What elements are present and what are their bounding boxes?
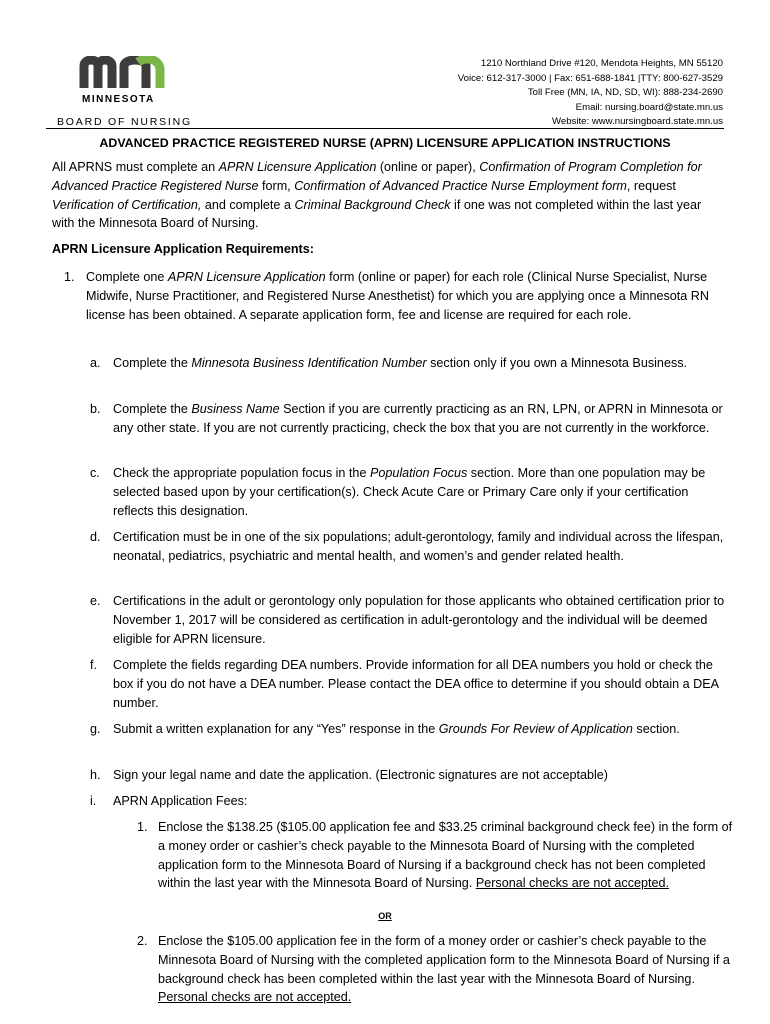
document-title: ADVANCED PRACTICE REGISTERED NURSE (APRN) LICENSURE APPLICATION INSTRUCTIONS: [99, 136, 671, 150]
list-item-h: [90, 766, 730, 785]
list-item-a: [90, 354, 730, 373]
list-item-text: Certifications in the adult or gerontology only population for those applicants who obtained certification prior to November 1, 2017 will be considered as certification in adult-gerontology and the individual will be deemed eligible for APRN licensure.: [113, 594, 725, 646]
list-item-text: APRN Application Fees:: [113, 794, 248, 808]
list-item-e: [90, 592, 730, 648]
list-item-text: Enclose the $138.25 ($105.00 application fee and $33.25 criminal background check fee) in the form of a money order or cashier’s check payable to the Minnesota Board of Nursing with the completed application form to the Minnesota Board of Nursing if a background check has not been completed within the last year with the Minnesota Board of Nursing. Personal checks are not accepted.: [158, 820, 733, 891]
list-item-i: [90, 792, 730, 811]
list-item-b: [90, 400, 730, 438]
list-item-text: Complete the fields regarding DEA numbers. Provide information for all DEA numbers you hold or check the box if you do not have a DEA number. Please contact the DEA office to determine if you should obtain a DEA number.: [113, 658, 719, 710]
list-item-g: [90, 720, 730, 739]
list-item-d: [90, 528, 730, 566]
list-marker: f.: [90, 658, 97, 672]
fee-item-1: [137, 818, 733, 893]
list-marker: e.: [90, 594, 101, 608]
list-item-text: Enclose the $105.00 application fee in the form of a money order or cashier’s check payable to the Minnesota Board of Nursing with the completed application form to the Minnesota Board of Nursing if a background check has been completed within the last year with the Minnesota Board of Nursing. Personal checks are not accepted.: [158, 934, 730, 1005]
logo-org-name: MINNESOTA: [82, 94, 155, 105]
requirements-heading: APRN Licensure Application Requirements:: [52, 242, 314, 256]
list-item-text: Sign your legal name and date the application. (Electronic signatures are not acceptable): [113, 768, 608, 782]
list-item-text: Complete one APRN Licensure Application form (online or paper) for each role (Clinical Nurse Specialist, Nurse Midwife, Nurse Practitioner, and Registered Nurse Anesthetist) for which you are applying once a Minnesota RN license has been obtained. A separate application form, fee and license are required for each role.: [86, 270, 709, 322]
list-marker: 1.: [64, 270, 75, 284]
list-item-text: Complete the Minnesota Business Identification Number section only if you own a Minnesota Business.: [113, 356, 688, 370]
contact-phone: Voice: 612-317-3000 | Fax: 651-688-1841 |TTY: 800-627-3529: [457, 72, 723, 84]
list-marker: 1.: [137, 820, 148, 834]
fee-item-2: [137, 932, 733, 1007]
contact-website[interactable]: Website: www.nursingboard.state.mn.us: [552, 116, 723, 128]
list-item-text: Check the appropriate population focus in the Population Focus section. More than one population may be selected based upon by your certification(s). Check Acute Care or Primary Care only if your certification reflects this designation.: [113, 466, 706, 518]
contact-toll-free: Toll Free (MN, IA, ND, SD, WI): 888-234-2690: [527, 87, 723, 99]
list-item-1: [64, 268, 728, 324]
logo-m-letter: [84, 60, 112, 88]
logo-board-name: BOARD OF NURSING: [57, 116, 192, 128]
list-item-text: Submit a written explanation for any “Yes” response in the Grounds For Review of Application section.: [113, 722, 680, 736]
contact-block: [458, 57, 723, 130]
list-marker: b.: [90, 402, 101, 416]
list-marker: 2.: [137, 934, 148, 948]
list-marker: d.: [90, 530, 101, 544]
or-separator: OR: [378, 911, 392, 921]
list-marker: c.: [90, 466, 100, 480]
personal-checks-note: Personal checks are not accepted.: [475, 876, 670, 891]
list-item-f: [90, 656, 730, 712]
personal-checks-note: Personal checks are not accepted.: [158, 990, 352, 1005]
list-item-text: Complete the Business Name Section if you are currently practicing as an RN, LPN, or APRN in Minnesota or any other state. If you are not currently practicing, check the box that you are not currently in the workforce.: [113, 402, 723, 435]
contact-email[interactable]: Email: nursing.board@state.mn.us: [575, 101, 723, 113]
contact-address: 1210 Northland Drive #120, Mendota Heights, MN 55120: [480, 58, 723, 69]
list-marker: g.: [90, 722, 101, 736]
list-marker: i.: [90, 794, 97, 808]
list-marker: h.: [90, 768, 101, 782]
list-marker: a.: [90, 356, 101, 370]
intro-paragraph: All APRNS must complete an APRN Licensure Application (online or paper), Confirmation of Program Completion for Advanced Practice Registered Nurse form, Confirmation of Advanced Practice Nurse Employment form, request Verification of Certification, and complete a Criminal Background Check if one was not completed within the last year with the Minnesota Board of Nursing.: [52, 160, 702, 231]
header-divider: [46, 128, 724, 129]
list-item-text: Certification must be in one of the six populations; adult-gerontology, family and individual across the lifespan, neonatal, pediatrics, psychiatric and mental health, and women’s and gender related health.: [113, 530, 724, 563]
list-item-c: [90, 464, 730, 520]
